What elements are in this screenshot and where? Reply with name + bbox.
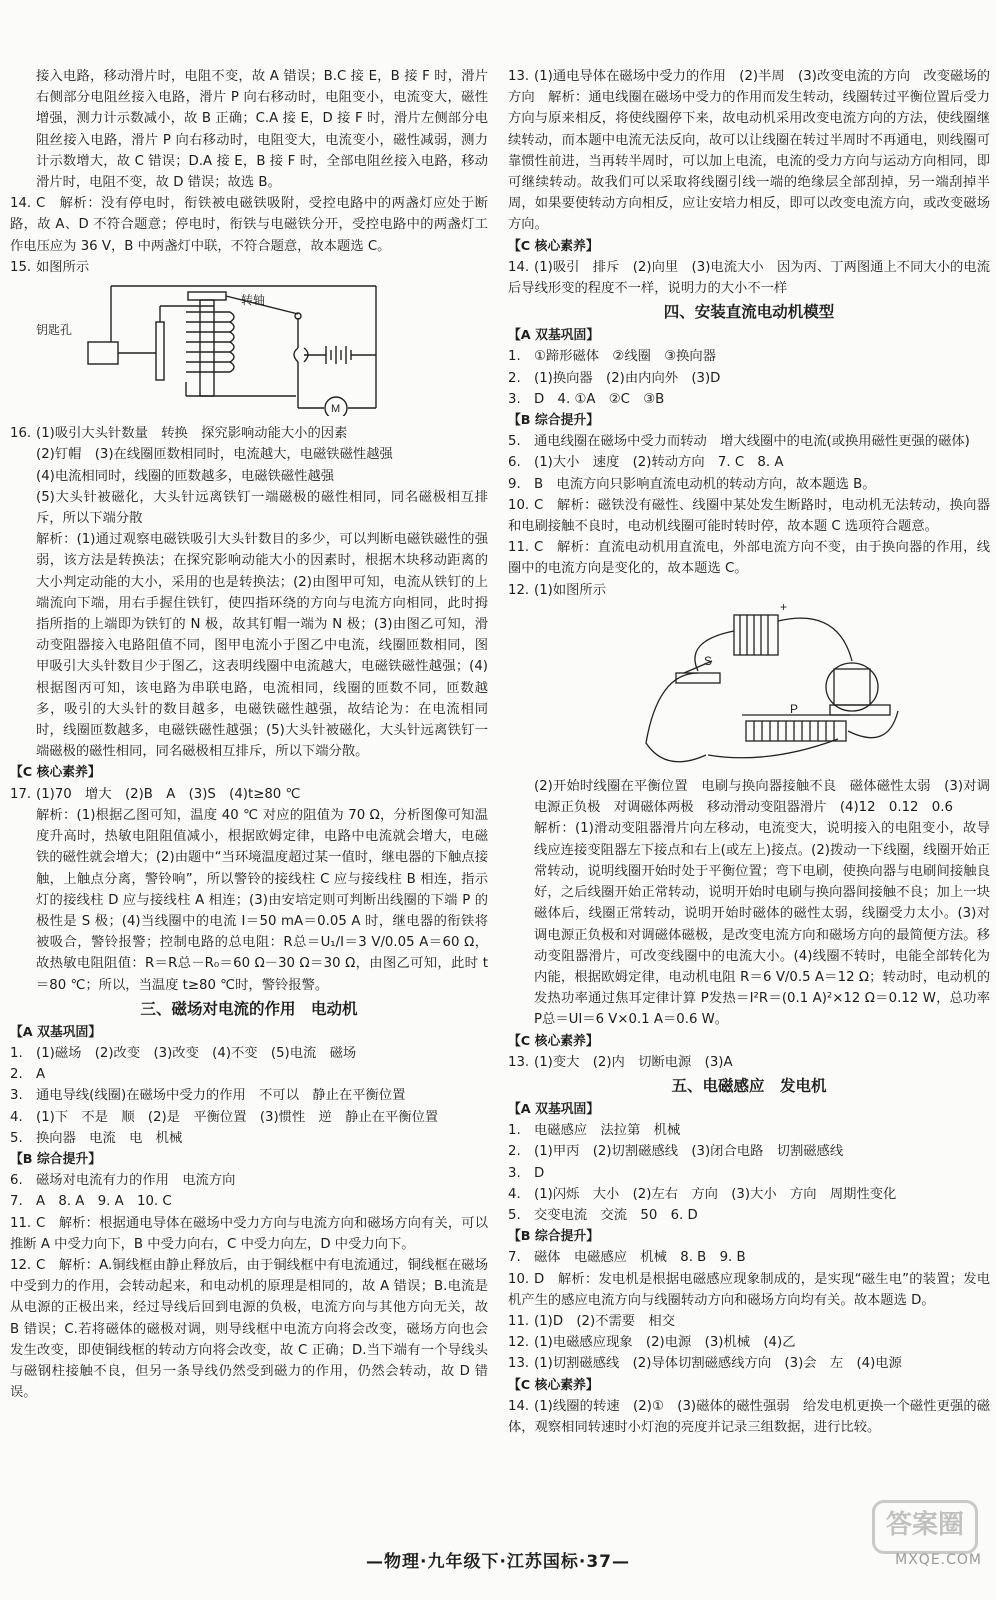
answer-text: 通电导线(线圈)在磁场中受力的作用 不可以 静止在平衡位置	[36, 1088, 406, 1104]
answer-text: (4)电流相同时，线圈的匝数越多，电磁铁磁性越强	[36, 468, 335, 484]
answer-text: 如图所示	[36, 259, 90, 275]
label-p: P	[790, 701, 799, 716]
question-number: 13.	[508, 1356, 530, 1372]
answer-item	[508, 368, 990, 389]
answer-text: A	[36, 1067, 46, 1083]
question-number: 11.	[508, 1313, 530, 1329]
section-heading: 五、电磁感应 发电机	[671, 1076, 827, 1095]
answer-item	[508, 346, 990, 367]
answer-item	[10, 1255, 488, 1403]
answer-item	[508, 66, 990, 236]
answer-text: 通电线圈在磁场中受力而转动 增大线圈中的电流(或换用磁性更强的磁体)	[534, 434, 970, 450]
answer-text: 解析：(1)通过观察电磁铁吸引大头针数目的多少，可以判断电磁铁磁性的强弱，该方法是转换法；在探究影响动能大小的因素时，根据木块移动距离的大小判定动能的大小，采用的也是转换法；(2)由图甲可知，电流从铁钉的上端流向下端，用右手握住铁钉，使四指环绕的方向与电流方向相同，此时拇指所指的上端即为铁钉的 N 极，故其钉帽一端为 N 极；(3)由图乙可知，滑动变阻器接入电路阻值不同，图甲电流小于图乙中电流，线圈匝数相同，图甲吸引大头针数目少于图乙，这表明线圈中电流越大，电磁铁磁性越强；(4)根据图丙可知，该电路为串联电路，电流相同，线圈的匝数不同，匝数越多，吸引的大头针的数目越多，电磁铁磁性越强，故结论为：在电流相同时，线圈匝数越多，电磁铁磁性越强；(5)大头针被磁化，大头针远离铁钉一端磁极的磁性相同，同名磁极相互排斥，所以下端分散。	[36, 532, 488, 760]
question-number: 1.	[508, 1123, 521, 1139]
page-footer: —物理·九年级下·江苏国标·37—	[365, 1552, 631, 1572]
question-number: 3.	[10, 1088, 23, 1104]
answer-item	[508, 431, 990, 452]
answer-text: (1)换向器 (2)由内向外 (3)D	[534, 370, 721, 386]
answer-item	[508, 1247, 990, 1268]
question-number: 15.	[10, 259, 32, 275]
level-tag: 【A 双基巩固】	[10, 1024, 102, 1040]
answer-item	[508, 1353, 990, 1374]
question-number: 12.	[508, 1335, 530, 1351]
watermark-logo: 答案圈	[872, 1500, 978, 1554]
answer-text: C 解析：磁铁没有磁性、线圈中某处发生断路时，电动机无法转动，换向器和电刷接触不良时，电动机线圈可能时转时停，故本题 C 选项符合题意。	[508, 497, 990, 535]
section-heading: 四、安装直流电动机模型	[663, 303, 835, 322]
label-zhuanzhou: 转轴	[241, 293, 266, 308]
answer-item	[508, 1332, 990, 1353]
label-plus: +	[780, 600, 788, 614]
answer-item	[508, 1269, 990, 1311]
answer-item	[508, 1141, 990, 1162]
question-number: 5.	[508, 1207, 521, 1223]
figure-12-motor-circuit	[534, 601, 990, 776]
answer-item	[508, 474, 990, 495]
answer-text: D 解析：发电机是根据电磁感应现象制成的，是实现“磁生电”的装置；发电机产生的感应电流方向与线圈转动方向和磁场方向均有关。故本题选 D。	[508, 1271, 990, 1308]
answer-text: (2)开始时线圈在平衡位置 电刷与换向器接触不良 磁体磁性太弱 (3)对调电源正负极 对调磁体两极 移动滑动变阻器滑片 (4)12 0.12 0.6	[534, 779, 990, 816]
answer-explanation	[10, 529, 488, 762]
answer-text: C 解析：A.铜线框由静止释放后，由于铜线框中有电流通过，铜线框在磁场中受到力的作用，会转动起来，和电动机的原理是相同的，故 A 错误；B.电流是从电源的正极出来，经过导线后回到电源的负极，电流方向与其他方向无关，故 B 错误；C.若将磁体的磁极对调，则导线框中电流方向将会改变，磁场方向也会发生改变，即使铜线框的转动方向将会改变，故 C 正确；D.当下端有一个导线头与磁钢柱接触不良，但另一条导线仍然受到磁力的作用，仍然会转动，故 D 错误。	[10, 1257, 488, 1401]
answer-item	[508, 1205, 990, 1226]
question-number: 14.	[10, 196, 32, 212]
answer-item	[10, 444, 488, 465]
question-number: 12.	[508, 582, 530, 598]
answer-item	[10, 1213, 488, 1255]
answer-text: 解析：(1)根据乙图可知，温度 40 ℃ 对应的阻值为 70 Ω，分析图像可知温度升高时，热敏电阻阻值减小，根据欧姆定律，电路中电流就会增大，电磁铁的磁性就会增大；(2)由题中“当环境温度超过某一值时，继电器的下触点接触，上触点分离，警铃响”，所以警铃的接线柱 C 应与接线柱 B 相连，指示灯的接线柱 D 应与接线柱 A 相连；(3)由安培定则可判断出线圈的下端 P 的极性是 S 极；(4)当线圈中的电流 I＝50 mA＝0.05 A 时，继电器的衔铁将被吸合，警铃报警；控制电路的总电阻：R总＝U₁/I＝3 V/0.05 A＝60 Ω，故热敏电阻阻值：R＝R总－R₀＝60 Ω－30 Ω＝30 Ω，由图乙可知，此时 t＝80 ℃；所以，当温度 t≥80 ℃时，警铃报警。	[36, 807, 488, 993]
answer-text: (1)电磁感应现象 (2)电源 (3)机械 (4)乙	[534, 1335, 796, 1351]
answer-item	[508, 580, 990, 601]
answer-text: C 解析：根据通电导体在磁场中受力方向与电流方向和磁场方向有关，可以推断 A 中受力向下，B 中受力向右，C 中受力向左，D 中受力向下。	[10, 1215, 488, 1252]
watermark-url: MXQE.COM	[895, 1552, 982, 1568]
answer-item	[508, 1184, 990, 1205]
right-column	[508, 66, 990, 1532]
answer-text: 接入电路，移动滑片时，电阻不变，故 A 错误；B.C 接 E，B 接 F 时，滑片右侧部分电阻丝接入电路，滑片 P 向右移动时，电阻变小，电流变大，磁性增强，测力计示数减小，故 B 正确；C.A 接 E，D 接 F 时，滑片左侧部分电阻丝接入电路，滑片 P 向右移动时，电阻变大，电流变小，磁性减弱，测力计示数增大，故 C 错误；D.A 接 E，B 接 F 时，全部电阻丝接入电路，移动滑片时，电阻不变，故 D 错误；故选 B。	[36, 69, 488, 191]
answer-text: 电磁感应 法拉第 机械	[534, 1123, 681, 1139]
level-tag: 【B 综合提升】	[508, 413, 599, 429]
question-number: 10.	[508, 1271, 530, 1287]
answer-item	[508, 776, 990, 818]
question-number: 9.	[508, 476, 521, 492]
answer-text: (1)切割磁感线 (2)导体切割磁感线方向 (3)会 左 (4)电源	[534, 1356, 902, 1372]
label-s: S	[704, 653, 713, 668]
answer-item	[10, 1191, 488, 1212]
question-number: 14.	[508, 259, 530, 275]
answer-item	[508, 257, 990, 299]
answer-item	[10, 66, 488, 193]
answer-text: (2)钉帽 (3)在线圈匝数相同时，电流越大，电磁铁磁性越强	[36, 447, 393, 463]
answer-item	[10, 487, 488, 529]
question-number: 10.	[508, 497, 530, 513]
question-number: 5.	[508, 434, 521, 450]
answer-text: (1)通电导体在磁场中受力的作用 (2)半周 (3)改变电流的方向 改变磁场的方向 解析：通电线圈在磁场中受力的作用而发生转动，线圈转过平衡位置后受力方向与原来相反，将使线圈停下来，故电动机采用改变电流方向的方法，使线圈继续转动，而本题中电流无法反向，故可以让线圈在转过半周时不再通电，则线圈可靠惯性前进，当再转半周时，可以加上电流，电流的受力方向与运动方向相同，即可继续转动。故我们可以采取将线圈引线一端的绝缘层全部刮掉，另一端刮掉半周，如果要使转动方向相反，应让安培力相反，即可以改变电流方向，或改变磁场方向。	[508, 69, 990, 233]
level-tag: 【C 核心素养】	[508, 1377, 599, 1393]
question-number: 7.	[508, 1250, 521, 1266]
answer-text: (1)甲丙 (2)切割磁感线 (3)闭合电路 切割磁感线	[534, 1144, 844, 1160]
answer-item	[10, 423, 488, 444]
answer-item	[10, 1170, 488, 1191]
question-number: 4.	[10, 1109, 23, 1125]
question-number: 6.	[508, 455, 521, 471]
answer-text: (1)大小 速度 (2)转动方向 7. C 8. A	[534, 455, 784, 471]
answer-item	[10, 1085, 488, 1106]
answer-item	[508, 1311, 990, 1332]
question-number: 1.	[508, 349, 521, 365]
question-number: 2.	[508, 1144, 521, 1160]
section-heading: 三、磁场对电流的作用 电动机	[140, 999, 358, 1018]
answer-text: C 解析：没有停电时，衔铁被电磁铁吸附，受控电路中的两盏灯应处于断路，故 A、D 不符合题意；停电时，衔铁与电磁铁分开，受控电路中的两盏灯工作电压应为 36 V，B 中两盏灯中联，不符合题意，故本题选 C。	[10, 196, 488, 254]
level-tag: 【B 综合提升】	[508, 1229, 599, 1245]
question-number: 1.	[10, 1045, 23, 1061]
question-number: 11.	[10, 1215, 32, 1231]
answer-item	[508, 389, 990, 410]
question-number: 3.	[508, 391, 521, 407]
question-number: 12.	[10, 1257, 32, 1273]
answer-text: (1)闪烁 大小 (2)左右 方向 (3)大小 方向 周期性变化	[534, 1186, 897, 1202]
answer-explanation	[508, 818, 990, 1030]
level-tag: 【C 核心素养】	[10, 765, 101, 781]
label-yaoshikong: 钥匙孔	[36, 323, 73, 338]
answer-item	[10, 1128, 488, 1149]
answer-text: (1)变大 (2)内 切断电源 (3)A	[534, 1054, 733, 1070]
question-number: 2.	[508, 370, 521, 386]
answer-item	[508, 495, 990, 537]
answer-text: (1)吸引 排斥 (2)向里 (3)电流大小 因为丙、丁两图通上不同大小的电流后导线形变的程度不一样，说明力的大小不一样	[508, 259, 990, 297]
question-number: 11.	[508, 540, 530, 556]
answer-item	[10, 1107, 488, 1128]
answer-item	[10, 257, 488, 278]
answer-item	[10, 1064, 488, 1085]
answer-text: (1)70 增大 (2)B A (3)S (4)t≥80 ℃	[36, 786, 301, 802]
question-number: 4.	[508, 1186, 521, 1202]
answer-text: A 8. A 9. A 10. C	[36, 1194, 172, 1210]
answer-item	[508, 1163, 990, 1184]
motor-label: M	[331, 403, 341, 416]
answer-item	[10, 1043, 488, 1064]
answer-text: D 4. ①A ②C ③B	[534, 391, 665, 407]
answer-text: D	[534, 1165, 545, 1181]
figure-15-circuit	[36, 278, 488, 423]
question-number: 14.	[508, 1398, 530, 1414]
question-number: 13.	[508, 69, 530, 84]
answer-text: (1)如图所示	[534, 582, 607, 598]
level-tag: 【B 综合提升】	[10, 1151, 101, 1167]
level-tag: 【A 双基巩固】	[508, 328, 600, 344]
answer-text: (1)线圈的转速 (2)① (3)磁体的磁性强弱 给发电机更换一个磁性更强的磁体，观察相同转速时小灯泡的亮度并记录三组数据，进行比较。	[508, 1398, 990, 1435]
level-tag: 【C 核心素养】	[508, 238, 599, 254]
answer-text: 解析：(1)滑动变阻器滑片向左移动，电流变大，说明接入的电阻变小，故导线应连接变阻器左下接点和右上(或左上)接点。(2)拨动一下线圈，线圈开始正常转动，说明线圈开始时处于平衡位置；弯下电刷，使换向器与电刷间接触良好，之后线圈开始正常转动，说明开始时电刷与换向器间接触不良；加上一块磁体后，线圈正常转动，说明开始时磁体的磁性太弱，线圈受力太小。(3)对调电源正负极和对调磁体磁极，是改变电流方向和磁场方向的最简便方法。移动变阻器滑片，可改变线圈中的电流大小。(4)线圈不转时，电能全部转化为内能，根据欧姆定律，电动机电阻 R＝6 V/0.5 A＝12 Ω；转动时，电动机的发热功率通过焦耳定律计算 P发热＝I²R＝(0.1 A)²×12 Ω＝0.12 W，总功率 P总＝UI＝6 V×0.1 A＝0.6 W。	[534, 821, 990, 1028]
answer-item	[10, 784, 488, 805]
question-number: 16.	[10, 426, 32, 442]
answer-text: B 电流方向只影响直流电动机的转动方向，故本题选 B。	[534, 476, 876, 492]
answer-text: ①蹄形磁体 ②线圈 ③换向器	[534, 349, 717, 365]
question-number: 2.	[10, 1067, 23, 1083]
answer-item	[10, 466, 488, 487]
question-number: 13.	[508, 1054, 530, 1070]
answer-item	[10, 193, 488, 257]
answer-item	[508, 1396, 990, 1438]
answer-item	[508, 1052, 990, 1073]
level-tag: 【C 核心素养】	[508, 1033, 599, 1049]
question-number: 5.	[10, 1130, 23, 1146]
answer-text: (5)大头针被磁化，大头针远离铁钉一端磁极的磁性相同，同名磁极相互排斥，所以下端分散	[36, 489, 488, 527]
question-number: 7.	[10, 1194, 23, 1210]
answer-text: 交变电流 交流 50 6. D	[534, 1207, 698, 1223]
left-column	[10, 66, 488, 1532]
answer-text: 磁场对电流有力的作用 电流方向	[36, 1173, 236, 1189]
answer-text: 换向器 电流 电 机械	[36, 1130, 183, 1146]
answer-text: C 解析：直流电动机用直流电，外部电流方向不变，由于换向器的作用，线圈中的电流方向是变化的，故本题选 C。	[508, 540, 990, 577]
question-number: 3.	[508, 1165, 521, 1181]
answer-text: (1)磁场 (2)改变 (3)改变 (4)不变 (5)电流 磁场	[36, 1045, 357, 1061]
question-number: 17.	[10, 786, 32, 802]
answer-text: (1)下 不是 顺 (2)是 平衡位置 (3)惯性 逆 静止在平衡位置	[36, 1109, 439, 1125]
answer-item	[508, 1120, 990, 1141]
answer-text: (1)D (2)不需要 相交	[534, 1313, 675, 1329]
level-tag: 【A 双基巩固】	[508, 1101, 600, 1117]
answer-text: 磁体 电磁感应 机械 8. B 9. B	[534, 1250, 746, 1266]
answer-item	[508, 537, 990, 579]
answer-text: (1)吸引大头针数量 转换 探究影响动能大小的因素	[36, 426, 348, 442]
answer-explanation	[10, 805, 488, 996]
question-number: 6.	[10, 1173, 23, 1189]
answer-item	[508, 452, 990, 473]
